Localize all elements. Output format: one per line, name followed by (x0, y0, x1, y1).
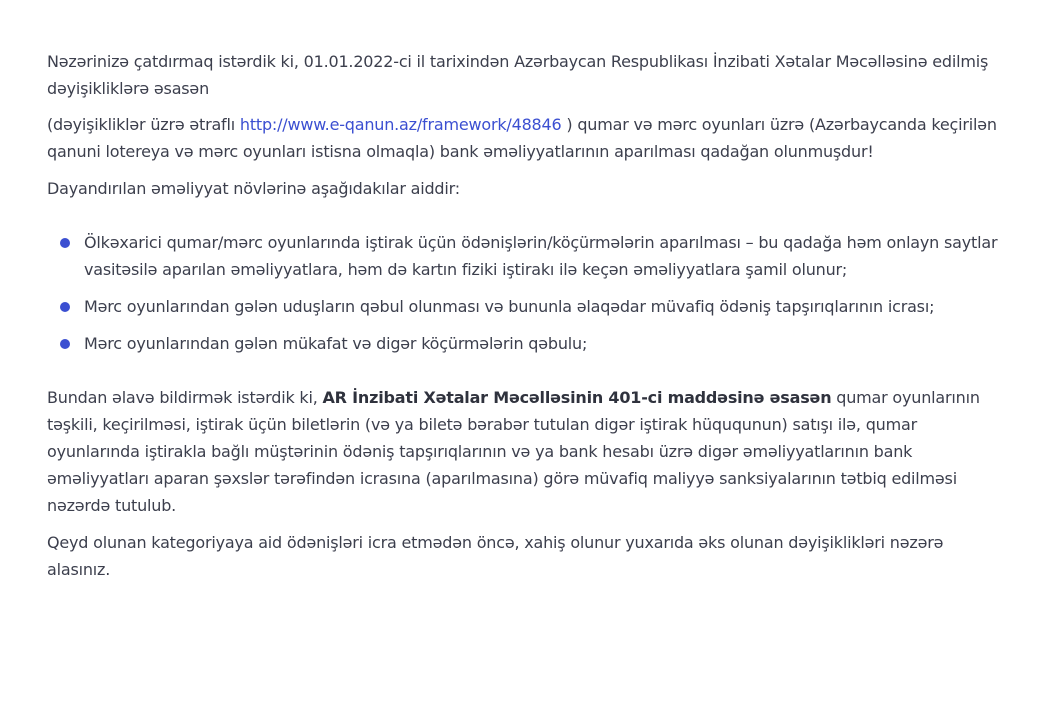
e-qanun-link[interactable]: http://www.e-qanun.az/framework/48846 (239, 115, 562, 134)
list-item (60, 293, 1001, 320)
list-item-text: Mərc oyunlarından gələn uduşların qəbul olunması və bununla əlaqədar müvafiq ödəniş tapşırıqlarının icrası; (84, 297, 935, 316)
bullet-dot-icon (60, 302, 70, 312)
additional-paragraph (47, 384, 1001, 519)
list-item-text: Ölkəxarici qumar/mərc oyunlarında iştirak üçün ödənişlərin/köçürmələrin aparılması – bu qadağa həm onlayn saytlar vasitəsilə aparılan əməliyyatlara, həm də kartın fiziki iştirakı ilə keçən əməliyyatlara şamil olunur; (84, 233, 998, 279)
intro-paragraph (47, 48, 1001, 102)
additional-suffix: qumar oyunlarının təşkili, keçirilməsi, iştirak üçün biletlərin (və ya biletə bərabər tutulan digər iştirak hüququnun) satışı ilə, qumar oyunlarında iştirakla bağlı müştərinin ödəniş tapşırıqlarının və ya bank hesabı üzrə digər əməliyyatlarının bank əməliyyatları aparan şəxslər tərəfindən icrasına (aparılmasına) görə müvafiq maliyyə sanksiyalarının tətbiq edilməsi nəzərdə tutulub. (47, 388, 980, 515)
details-suffix: ) qumar və mərc oyunları üzrə (Azərbaycanda keçirilən qanuni lotereya və mərc oyunları istisna olmaqla) bank əməliyyatlarının aparılması qadağan olunmuşdur! (47, 115, 997, 161)
list-intro: Dayandırılan əməliyyat növlərinə aşağıdakılar aiddir: (47, 179, 460, 198)
details-prefix: (dəyişikliklər üzrə ətraflı (47, 115, 240, 134)
bullet-dot-icon (60, 238, 70, 248)
closing-paragraph: Qeyd olunan kategoriyaya aid ödənişləri icra etmədən öncə, xahiş olunur yuxarıda əks olunan dəyişiklikləri nəzərə alasınız. (47, 533, 944, 579)
bullet-dot-icon (60, 339, 70, 349)
intro-text: Nəzərinizə çatdırmaq istərdik ki, 01.01.2022-ci il tarixindən Azərbaycan Respublikası İnzibati Xətalar Məcəlləsinə edilmiş dəyişikliklərə əsasən (47, 52, 989, 98)
additional-prefix: Bundan əlavə bildirmək istərdik ki, (47, 388, 323, 407)
list-item (60, 229, 1001, 283)
details-paragraph (47, 111, 1001, 165)
suspended-operations-list (47, 229, 1001, 357)
list-item (60, 330, 1001, 357)
law-article-reference: AR İnzibati Xətalar Məcəlləsinin 401-ci maddəsinə əsasən (322, 388, 832, 407)
list-item-text: Mərc oyunlarından gələn mükafat və digər köçürmələrin qəbulu; (84, 334, 588, 353)
